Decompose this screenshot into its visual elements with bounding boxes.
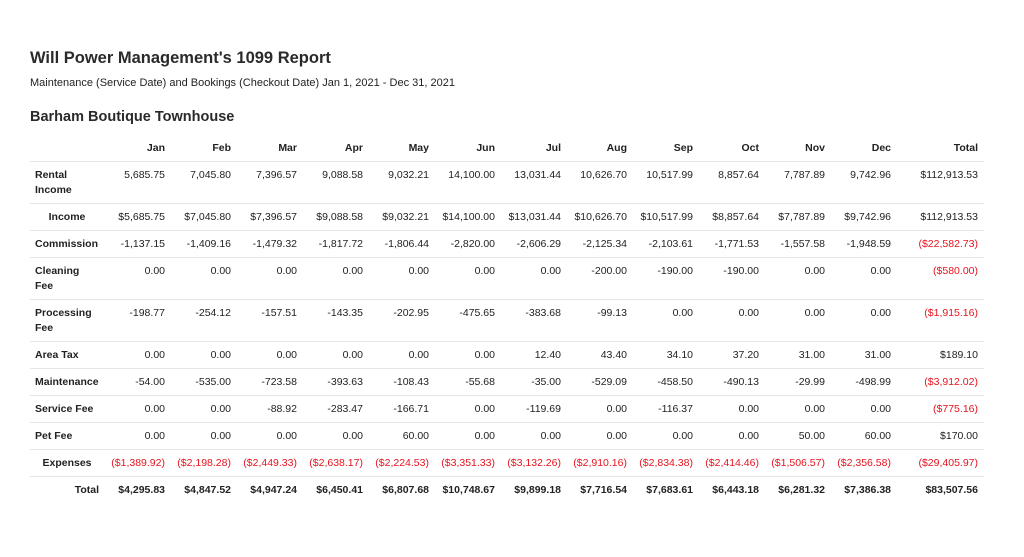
column-header-jul: Jul <box>501 134 567 162</box>
row-label: Total <box>74 484 99 496</box>
value-cell: $9,088.58 <box>303 204 369 231</box>
value-cell: 0.00 <box>699 423 765 450</box>
column-header-total: Total <box>897 134 984 162</box>
value-cell: 0.00 <box>171 423 237 450</box>
value-cell: 0.00 <box>567 423 633 450</box>
value-cell: 0.00 <box>435 396 501 423</box>
value-cell: -108.43 <box>369 369 435 396</box>
value-cell: $9,899.18 <box>514 484 561 496</box>
value-cell: ($1,389.92) <box>105 450 171 477</box>
value-cell: 8,857.64 <box>699 162 765 204</box>
column-header-oct: Oct <box>699 134 765 162</box>
value-cell: -119.69 <box>501 396 567 423</box>
value-cell: -1,948.59 <box>831 231 897 258</box>
value-cell: -1,771.53 <box>699 231 765 258</box>
value-cell: -35.00 <box>501 369 567 396</box>
value-cell: -99.13 <box>567 300 633 342</box>
value-cell: 0.00 <box>831 300 897 342</box>
column-header-blank <box>30 134 105 162</box>
row-label: Income <box>30 204 105 231</box>
value-cell: 0.00 <box>831 396 897 423</box>
value-cell: -2,606.29 <box>501 231 567 258</box>
value-cell: 0.00 <box>105 258 171 300</box>
value-cell: 9,742.96 <box>831 162 897 204</box>
value-cell: -529.09 <box>567 369 633 396</box>
value-cell: 0.00 <box>567 396 633 423</box>
row-total-cell: $112,913.53 <box>897 162 984 204</box>
value-cell: -29.99 <box>765 369 831 396</box>
row-label: Rental Income <box>30 162 105 204</box>
value-cell: $4,947.24 <box>250 484 297 496</box>
row-label: Expenses <box>30 450 105 477</box>
value-cell: ($2,198.28) <box>171 450 237 477</box>
value-cell: -200.00 <box>567 258 633 300</box>
value-cell: -1,817.72 <box>303 231 369 258</box>
value-cell: $6,281.32 <box>778 484 825 496</box>
value-cell: $4,847.52 <box>184 484 231 496</box>
value-cell: 31.00 <box>831 342 897 369</box>
value-cell: -198.77 <box>105 300 171 342</box>
row-label: Pet Fee <box>30 423 105 450</box>
value-cell: 0.00 <box>105 396 171 423</box>
value-cell: ($2,356.58) <box>831 450 897 477</box>
value-cell: 0.00 <box>369 342 435 369</box>
value-cell: 0.00 <box>633 300 699 342</box>
row-label: Cleaning Fee <box>30 258 105 300</box>
row-label: Commission <box>30 231 105 258</box>
row-total-cell: ($29,405.97) <box>897 450 984 477</box>
value-cell: -190.00 <box>699 258 765 300</box>
value-cell: -1,409.16 <box>171 231 237 258</box>
value-cell: 0.00 <box>171 396 237 423</box>
value-cell: 0.00 <box>699 396 765 423</box>
value-cell: 50.00 <box>765 423 831 450</box>
value-cell: $6,443.18 <box>712 484 759 496</box>
value-cell: -1,557.58 <box>765 231 831 258</box>
value-cell: 7,396.57 <box>237 162 303 204</box>
row-label: Area Tax <box>30 342 105 369</box>
value-cell: $7,683.61 <box>646 484 693 496</box>
table-row <box>30 450 984 477</box>
row-label: Maintenance <box>30 369 105 396</box>
value-cell: -1,479.32 <box>237 231 303 258</box>
value-cell: -458.50 <box>633 369 699 396</box>
value-cell: ($2,449.33) <box>237 450 303 477</box>
value-cell: 0.00 <box>501 423 567 450</box>
row-total-cell: ($22,582.73) <box>897 231 984 258</box>
value-cell: 60.00 <box>369 423 435 450</box>
value-cell: -535.00 <box>171 369 237 396</box>
value-cell: 31.00 <box>765 342 831 369</box>
value-cell: -2,103.61 <box>633 231 699 258</box>
value-cell: ($1,506.57) <box>765 450 831 477</box>
report-table <box>30 134 984 503</box>
column-header-jun: Jun <box>435 134 501 162</box>
value-cell: 5,685.75 <box>105 162 171 204</box>
value-cell: ($2,414.46) <box>699 450 765 477</box>
table-row <box>30 342 984 369</box>
value-cell: $7,716.54 <box>580 484 627 496</box>
value-cell: 0.00 <box>501 258 567 300</box>
value-cell: ($2,638.17) <box>303 450 369 477</box>
value-cell: 9,032.21 <box>369 162 435 204</box>
value-cell: 0.00 <box>105 423 171 450</box>
value-cell: 34.10 <box>633 342 699 369</box>
value-cell: 0.00 <box>237 342 303 369</box>
value-cell: -143.35 <box>303 300 369 342</box>
report-subtitle: Maintenance (Service Date) and Bookings (Checkout Date) Jan 1, 2021 - Dec 31, 2021 <box>30 77 455 89</box>
table-row <box>30 204 984 231</box>
row-total-cell: $170.00 <box>897 423 984 450</box>
value-cell: 0.00 <box>171 342 237 369</box>
value-cell: 0.00 <box>699 300 765 342</box>
value-cell: $7,045.80 <box>171 204 237 231</box>
value-cell: $7,386.38 <box>844 484 891 496</box>
value-cell: 10,626.70 <box>567 162 633 204</box>
value-cell: 0.00 <box>435 423 501 450</box>
value-cell: 0.00 <box>303 423 369 450</box>
table-header <box>30 134 984 162</box>
value-cell: ($3,351.33) <box>435 450 501 477</box>
column-header-mar: Mar <box>237 134 303 162</box>
value-cell: -498.99 <box>831 369 897 396</box>
value-cell: 0.00 <box>765 396 831 423</box>
value-cell: 0.00 <box>633 423 699 450</box>
value-cell: ($3,132.26) <box>501 450 567 477</box>
value-cell: $10,517.99 <box>633 204 699 231</box>
value-cell: 0.00 <box>171 258 237 300</box>
value-cell: 0.00 <box>435 342 501 369</box>
value-cell: $4,295.83 <box>118 484 165 496</box>
value-cell: 0.00 <box>765 258 831 300</box>
value-cell: -157.51 <box>237 300 303 342</box>
value-cell: 43.40 <box>567 342 633 369</box>
value-cell: $9,742.96 <box>831 204 897 231</box>
table-row <box>30 396 984 423</box>
row-total-cell: ($580.00) <box>897 258 984 300</box>
value-cell: $13,031.44 <box>501 204 567 231</box>
table-row <box>30 300 984 342</box>
row-total-cell: ($3,912.02) <box>897 369 984 396</box>
row-label: Processing Fee <box>30 300 105 342</box>
value-cell: -55.68 <box>435 369 501 396</box>
table-row <box>30 162 984 204</box>
value-cell: 0.00 <box>237 258 303 300</box>
row-total-cell: $189.10 <box>897 342 984 369</box>
column-header-sep: Sep <box>633 134 699 162</box>
column-header-aug: Aug <box>567 134 633 162</box>
value-cell: 0.00 <box>303 258 369 300</box>
column-header-apr: Apr <box>303 134 369 162</box>
table-row <box>30 231 984 258</box>
value-cell: -1,137.15 <box>105 231 171 258</box>
column-header-nov: Nov <box>765 134 831 162</box>
table-row <box>30 369 984 396</box>
value-cell: 0.00 <box>105 342 171 369</box>
row-total-cell: $83,507.56 <box>925 484 978 496</box>
value-cell: 7,787.89 <box>765 162 831 204</box>
table-row <box>30 423 984 450</box>
value-cell: $8,857.64 <box>699 204 765 231</box>
value-cell: -475.65 <box>435 300 501 342</box>
table-body <box>30 162 984 504</box>
value-cell: $7,787.89 <box>765 204 831 231</box>
value-cell: 13,031.44 <box>501 162 567 204</box>
value-cell: -383.68 <box>501 300 567 342</box>
row-total-cell: ($1,915.16) <box>897 300 984 342</box>
report-title: Will Power Management's 1099 Report <box>30 49 331 67</box>
value-cell: 12.40 <box>501 342 567 369</box>
value-cell: 10,517.99 <box>633 162 699 204</box>
value-cell: -254.12 <box>171 300 237 342</box>
row-total-cell: $112,913.53 <box>897 204 984 231</box>
value-cell: $9,032.21 <box>369 204 435 231</box>
value-cell: 0.00 <box>831 258 897 300</box>
header-row <box>30 134 984 162</box>
column-header-jan: Jan <box>105 134 171 162</box>
table-row <box>30 258 984 300</box>
value-cell: 0.00 <box>303 342 369 369</box>
value-cell: -116.37 <box>633 396 699 423</box>
value-cell: $7,396.57 <box>237 204 303 231</box>
value-cell: -2,125.34 <box>567 231 633 258</box>
value-cell: 60.00 <box>831 423 897 450</box>
value-cell: ($2,834.38) <box>633 450 699 477</box>
value-cell: -490.13 <box>699 369 765 396</box>
value-cell: 7,045.80 <box>171 162 237 204</box>
value-cell: 0.00 <box>435 258 501 300</box>
value-cell: -88.92 <box>237 396 303 423</box>
value-cell: -190.00 <box>633 258 699 300</box>
column-header-feb: Feb <box>171 134 237 162</box>
value-cell: -54.00 <box>105 369 171 396</box>
value-cell: -202.95 <box>369 300 435 342</box>
row-label: Service Fee <box>30 396 105 423</box>
value-cell: $14,100.00 <box>435 204 501 231</box>
table-row <box>30 477 984 504</box>
value-cell: $10,748.67 <box>442 484 495 496</box>
value-cell: $5,685.75 <box>105 204 171 231</box>
value-cell: ($2,910.16) <box>567 450 633 477</box>
property-name: Barham Boutique Townhouse <box>30 109 235 125</box>
value-cell: -166.71 <box>369 396 435 423</box>
value-cell: $6,807.68 <box>382 484 429 496</box>
value-cell: 0.00 <box>765 300 831 342</box>
value-cell: -393.63 <box>303 369 369 396</box>
value-cell: -723.58 <box>237 369 303 396</box>
value-cell: -283.47 <box>303 396 369 423</box>
value-cell: 0.00 <box>237 423 303 450</box>
value-cell: 9,088.58 <box>303 162 369 204</box>
value-cell: -2,820.00 <box>435 231 501 258</box>
column-header-may: May <box>369 134 435 162</box>
column-header-dec: Dec <box>831 134 897 162</box>
value-cell: $6,450.41 <box>316 484 363 496</box>
value-cell: 37.20 <box>699 342 765 369</box>
value-cell: $10,626.70 <box>567 204 633 231</box>
value-cell: ($2,224.53) <box>369 450 435 477</box>
value-cell: 0.00 <box>369 258 435 300</box>
value-cell: 14,100.00 <box>435 162 501 204</box>
value-cell: -1,806.44 <box>369 231 435 258</box>
row-total-cell: ($775.16) <box>897 396 984 423</box>
